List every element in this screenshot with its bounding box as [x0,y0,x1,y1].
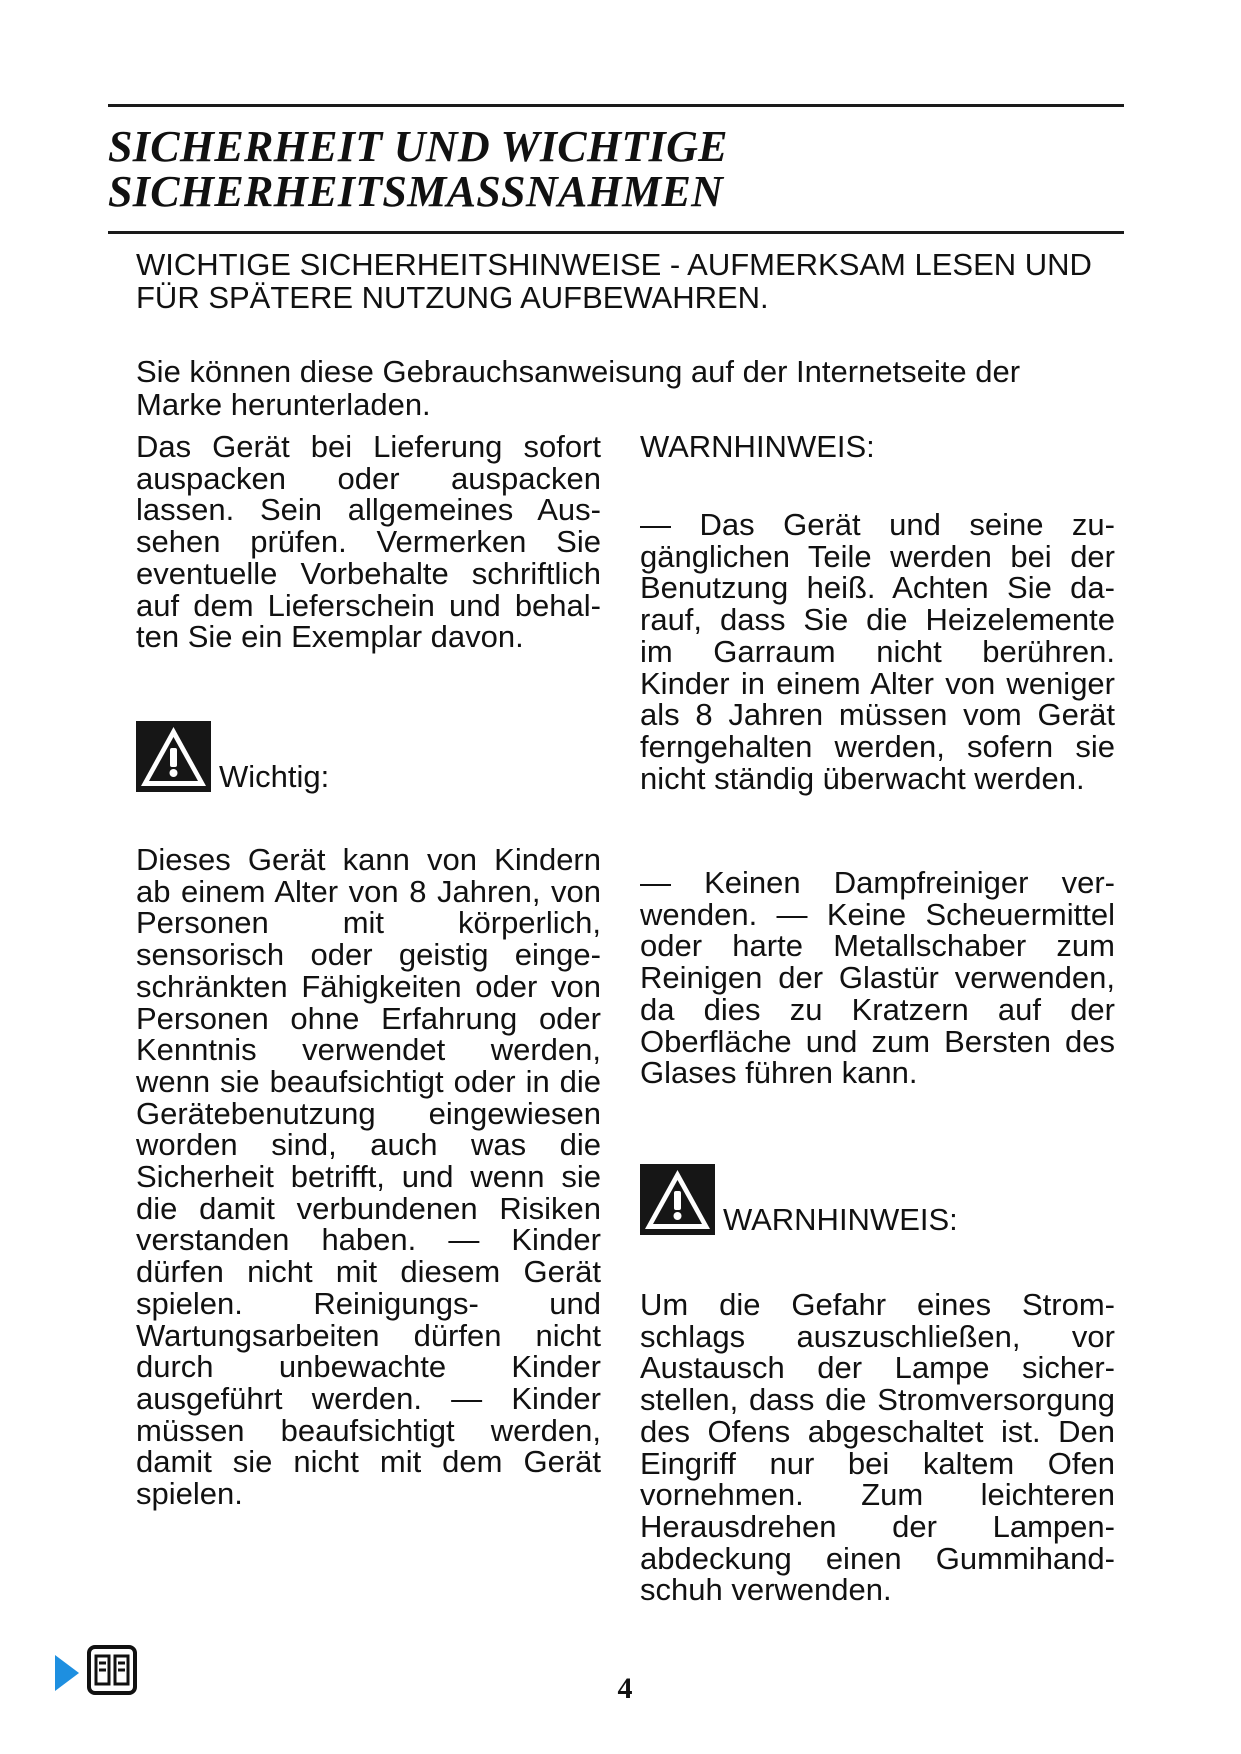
hot-parts-paragraph: — Das Gerät und seine zugänglichen Teile werden bei der Benutzung heiß. Achten Sie darauf, dass Sie die Heizelemente im Garraum nicht berühren. Kinder in einem Alter von weniger als 8 Jahren müssen vom Gerät ferngehalten werden, sofern sie nicht ständig überwacht werden. [640,507,1115,796]
warning-heading: WARNHINWEIS: [640,429,875,464]
important-notice: WICHTIGE SICHERHEITSHINWEISE - AUFMERKSAM LESEN UND FÜR SPÄTERE NUTZUNG AUFBEWAHREN. [136,247,1092,315]
warning-label: WARNHINWEIS: [723,1202,958,1237]
important-label: Wichtig: [219,759,330,794]
warning-icon [640,1164,715,1235]
header-bottom-rule [108,231,1124,234]
children-paragraph: Dieses Gerät kann von Kindern ab einem Alter von 8 Jahren, von Personen mit körperlich, sensorisch oder geistig eingeschränkten Fähigkeiten oder von Personen ohne Erfahrung oder Kenntnis verwendet werden, wenn sie beaufsichtigt oder in die Gerätebenutzung eingewiesen worden sind, auch was die Sicherheit betrifft, und wenn sie die damit verbundenen Risiken verstanden haben. — Kinder dürfen nicht mit diesem Gerät spielen. Reinigungs- und Wartungsarbeiten dürfen nicht durch unbewachte Kinder ausgeführt werden. — Kinder müssen beaufsichtigt werden, damit sie nicht mit dem Gerät spielen. [136,842,601,1512]
warning-callout [640,1164,958,1235]
play-arrow-icon[interactable] [55,1655,79,1691]
page-title [108,124,728,214]
page-title-line-2: SICHERHEITSMASSNAHMEN [108,167,724,216]
lamp-paragraph: Um die Gefahr eines Stromschlags auszuschließen, vor Austausch der Lampe sicherstellen, dass die Stromversorgung des Ofens abgeschaltet ist. Den Eingriff nur bei kaltem Ofen vornehmen. Zum leichteren Herausdrehen der Lampenabdeckung einen Gummihandschuh verwenden. [640,1287,1115,1608]
cleaning-paragraph: — Keinen Dampfreiniger verwenden. — Keine Scheuermittel oder harte Metallschaber zum Reinigen der Glastür verwenden, da dies zu Kratzern auf der Oberfläche und zum Bersten des Glases führen kann. [640,865,1115,1091]
page-number: 4 [617,1672,633,1705]
important-callout [136,721,329,792]
warning-icon [136,721,211,792]
header-top-rule [108,104,1124,107]
download-note: Sie können diese Gebrauchsanweisung auf der Internetseite der Marke herunterladen. [136,354,1021,422]
page-title-line-1: SICHERHEIT UND WICHTIGE [108,122,728,171]
delivery-paragraph: Das Gerät bei Lieferung sofort auspacken oder auspacken lassen. Sein allgemeines Aussehen prüfen. Vermerken Sie eventuelle Vorbehalte schriftlich auf dem Lieferschein und behalten Sie ein Exemplar davon. [136,429,601,655]
book-icon[interactable] [87,1645,137,1695]
